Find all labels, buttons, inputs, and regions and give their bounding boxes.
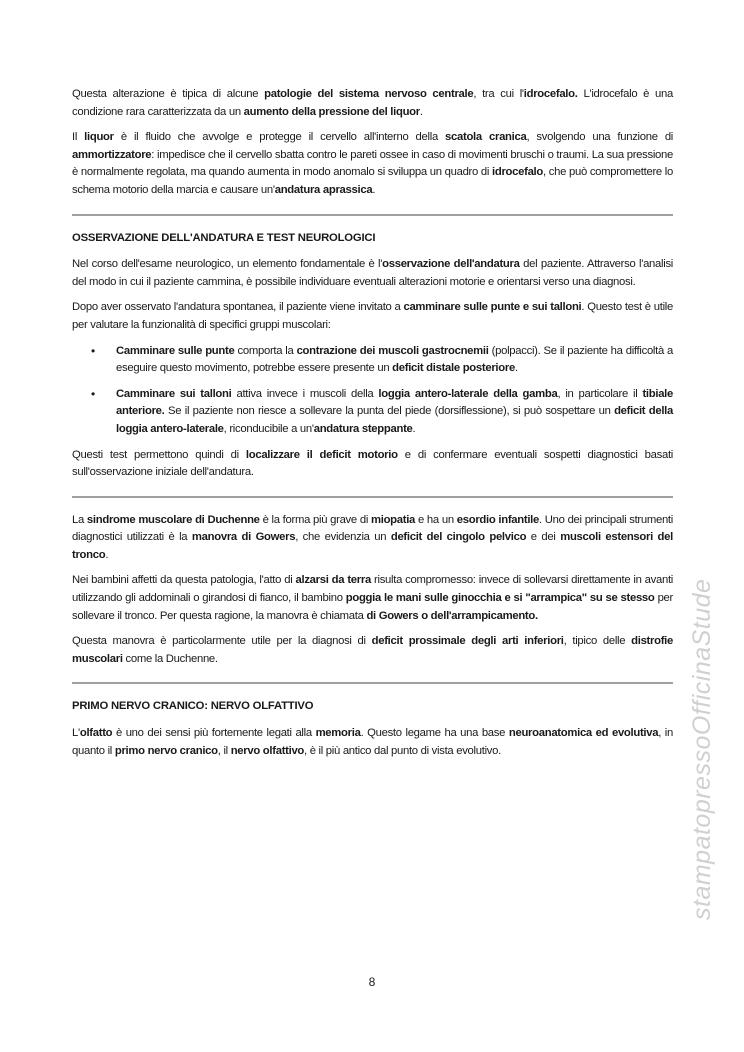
text-run: La — [72, 513, 87, 526]
text-run: . — [514, 362, 518, 375]
text-run: Questa alterazione è tipica di alcune — [72, 88, 265, 100]
bold-text: deficit del cingolo pelvico — [390, 531, 527, 544]
text-run: è la forma più grave di — [259, 513, 371, 526]
text-run: e ha un — [415, 513, 457, 526]
paragraph-olfaction — [72, 725, 673, 760]
paragraph-hydrocephalus — [72, 86, 673, 121]
bold-text: scatola cranica — [445, 131, 527, 144]
bold-text: muscoli estensori del tronco — [72, 531, 673, 561]
bold-text: idrocefalo. — [523, 88, 578, 100]
paragraph-toe-heel-walk — [72, 299, 673, 334]
bold-text: aumento della pressione del liquor — [243, 105, 420, 118]
text-run: , che evidenzia un — [295, 531, 391, 544]
bold-text: deficit distale posteriore — [392, 362, 515, 375]
bold-text: camminare sulle punte e sui talloni — [403, 301, 582, 314]
bold-text: memoria — [315, 727, 361, 740]
text-run: , tra cui l' — [473, 88, 524, 100]
bold-text: poggia le mani sulle ginocchia e si "arrampica" su se stesso — [345, 592, 655, 605]
text-run: per sollevare il tronco. Per questa ragione, la manovra è chiamata — [72, 592, 673, 622]
text-run: Il — [72, 131, 85, 144]
text-run: Questi test permettono quindi di — [72, 448, 246, 461]
bold-text: neuroanatomica ed evolutiva — [508, 727, 659, 740]
text-run: . Questo test è utile per valutare la funzionalità di specifici gruppi muscolari: — [72, 301, 673, 331]
page-number: 8 — [368, 975, 376, 989]
text-run: . Uno dei principali strumenti diagnostici utilizzati è la — [72, 513, 673, 544]
paragraph-test-conclusion — [72, 447, 673, 482]
text-run: e dei — [526, 531, 561, 544]
text-run: Questa manovra è particolarmente utile per la diagnosi di — [72, 635, 372, 648]
bold-text: idrocefalo — [492, 166, 544, 179]
bullet-item-toes — [91, 343, 674, 378]
bold-text: Camminare sulle punte — [116, 344, 235, 357]
text-run: Dopo aver osservato l'andatura spontanea, il paziente viene invitato a — [72, 301, 404, 314]
bold-text: andatura steppante — [313, 422, 413, 435]
section-divider — [72, 214, 673, 216]
paragraph-gowers-maneuver — [72, 572, 673, 625]
page-content — [72, 86, 673, 768]
text-run: Se il paziente non riesce a sollevare la punta del piede (dorsiflessione), si può sospettare un — [164, 405, 615, 418]
bold-text: sindrome muscolare di Duchenne — [86, 513, 260, 526]
bold-text: alzarsi da terra — [295, 574, 371, 587]
bold-text: Camminare sui talloni — [116, 387, 232, 400]
bold-text: osservazione dell'andatura — [382, 258, 520, 271]
watermark: stampatopressoOfficinaStude — [688, 578, 716, 920]
text-run: è uno dei sensi più fortemente legati alla — [112, 727, 316, 740]
bold-text: tibiale anteriore. — [116, 387, 673, 418]
bold-text: nervo olfattivo — [230, 744, 305, 757]
paragraph-gait-observation — [72, 256, 673, 291]
bold-text: localizzare il deficit motorio — [245, 448, 398, 461]
bold-text: contrazione dei muscoli gastrocnemii — [296, 344, 489, 357]
bold-text: miopatia — [370, 513, 416, 526]
bold-text: di Gowers o dell'arrampicamento. — [366, 609, 538, 622]
text-run: , riconducibile a un' — [223, 422, 314, 435]
bold-text: andatura aprassica — [274, 183, 373, 196]
bold-text: ammortizzatore — [72, 148, 152, 161]
section-heading-gait: OSSERVAZIONE DELL'ANDATURA E TEST NEUROLOGICI — [72, 231, 376, 244]
text-run: risulta compromesso: invece di sollevarsi direttamente in avanti utilizzando gli addominali o girandosi di fianco, il bambino — [72, 574, 674, 605]
text-run: e di confermare eventuali sospetti diagnostici basati sull'osservazione iniziale dell'andatura. — [72, 448, 673, 479]
text-run: è il fluido che avvolge e protegge il cervello all'interno della — [113, 131, 446, 144]
text-run: comporta la — [234, 344, 297, 357]
text-run: (polpacci). Se il paziente ha difficoltà a eseguire questo movimento, potrebbe essere presente un — [116, 344, 674, 375]
text-run: , tipico delle — [563, 635, 632, 648]
text-run: , è il più antico dal punto di vista evolutivo. — [304, 744, 501, 757]
bold-text: patologie del sistema nervoso centrale — [264, 88, 474, 100]
bullet-icon: • — [91, 386, 95, 401]
text-run: : impedisce che il cervello sbatta contro le pareti ossee in caso di movimenti bruschi o traumi. La sua pressione è normalmente regolata, ma quando aumenta in modo anomalo si sviluppa un quadro di — [72, 148, 673, 179]
bold-text: loggia antero-laterale della gamba — [378, 387, 558, 400]
text-run: del paziente. Attraverso l'analisi del modo in cui il paziente cammina, è possibile individuare eventuali alterazioni motorie e orientarsi verso una diagnosi. — [72, 258, 674, 288]
text-run: . — [419, 105, 423, 118]
bold-text: manovra di Gowers — [191, 531, 296, 544]
text-run: , in particolare il — [557, 387, 643, 400]
bold-text: liquor — [84, 131, 114, 144]
bold-text: olfatto — [79, 727, 113, 740]
bold-text: deficit prossimale degli arti inferiori — [371, 635, 564, 648]
bold-text: distrofie muscolari — [72, 635, 673, 665]
text-run: Nei bambini affetti da questa patologia, l'atto di — [72, 574, 296, 587]
text-run: . — [412, 422, 416, 435]
bullet-icon: • — [91, 343, 95, 358]
section-heading-olfactory: PRIMO NERVO CRANICO: NERVO OLFATTIVO — [72, 700, 314, 713]
bold-text: esordio infantile — [456, 513, 540, 526]
text-run: . — [372, 183, 376, 196]
text-run: . Questo legame ha una base — [360, 727, 509, 740]
text-run: , svolgendo una funzione di — [526, 131, 674, 144]
text-run: come la Duchenne. — [122, 652, 218, 665]
section-divider — [72, 682, 673, 684]
text-run: attiva invece i muscoli della — [231, 387, 379, 400]
bold-text: primo nervo cranico — [114, 744, 218, 757]
paragraph-liquor — [72, 129, 673, 199]
text-run: L'idrocefalo è una condizione rara caratterizzata da un — [72, 88, 674, 118]
text-run: , in quanto il — [72, 727, 673, 757]
bold-text: deficit della loggia antero-laterale — [116, 405, 674, 435]
text-run: L' — [72, 727, 80, 740]
text-run: Nel corso dell'esame neurologico, un elemento fondamentale è l' — [72, 258, 383, 271]
bullet-item-heels — [91, 386, 674, 439]
section-divider — [72, 496, 673, 498]
paragraph-gowers-usage — [72, 633, 673, 668]
text-run: . — [105, 548, 109, 561]
bullet-text — [116, 345, 673, 375]
text-run: , che può compromettere lo schema motorio della marcia e causare un' — [72, 166, 673, 196]
paragraph-duchenne — [72, 512, 673, 565]
text-run: , il — [217, 744, 231, 757]
bullet-text — [116, 388, 673, 435]
